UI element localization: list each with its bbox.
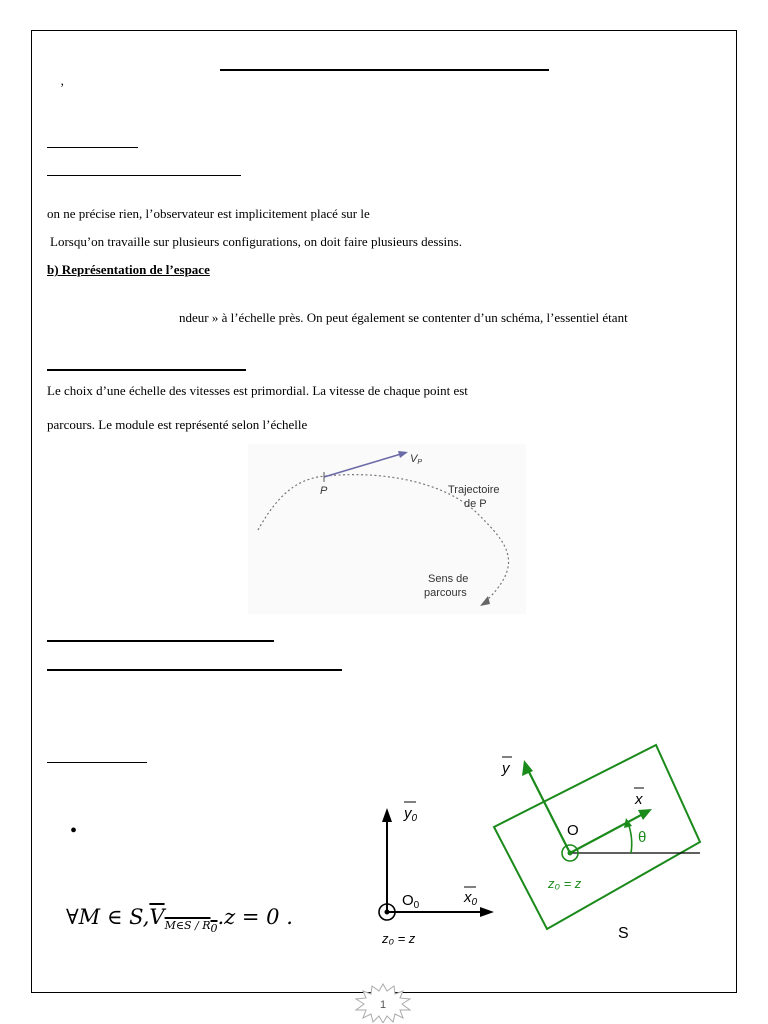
paragraph-line-3: ndeur » à l’échelle près. On peut également se contenter d’un schéma, l’essentiel étant — [179, 310, 628, 325]
origin-o0-label: $O_0$ — [402, 892, 420, 911]
paragraph-line-4: Le choix d’une échelle des vitesses est primordial. La vitesse de chaque point est — [47, 383, 468, 398]
z0-equals-z-green-label: z₀ = z — [548, 876, 582, 891]
trajectory-figure — [248, 444, 526, 614]
x-axis-label: x — [635, 791, 643, 808]
origin-o-label: O — [567, 822, 579, 839]
stray-comma: ’ — [60, 80, 65, 95]
page-number: 1 — [379, 999, 387, 1011]
paragraph-line-2: Lorsqu’on travaille sur plusieurs configurations, on doit faire plusieurs dessins. — [50, 234, 462, 249]
bullet-point: • — [70, 820, 78, 842]
title-rule — [220, 69, 549, 71]
point-p-label: P — [320, 485, 328, 497]
section-rule-1 — [47, 147, 138, 148]
page-number-badge — [350, 983, 416, 1023]
section-rule-4 — [47, 640, 274, 642]
section-rule-2 — [47, 175, 241, 176]
solid-s-label: S — [618, 925, 629, 942]
theta-label: θ — [638, 829, 647, 846]
y0-axis-label: $y_0$ — [404, 805, 418, 824]
vector-vp-label: VP — [410, 453, 423, 466]
x0-axis-label: $x_0$ — [464, 889, 478, 908]
velocity-formula: ∀M ∈ S, $V_{M\in S / R_0}.z = 0$ . — [66, 905, 293, 936]
direction-label-2: parcours — [424, 587, 467, 599]
heading-representation-espace: b) Représentation de l’espace — [47, 262, 210, 277]
direction-label-1: Sens de — [428, 573, 469, 585]
frames-figure — [360, 740, 720, 950]
z0-equals-z-label: z₀ = z — [382, 931, 416, 946]
y-axis-label: y — [502, 760, 510, 777]
trajectory-label-2: de P — [464, 498, 487, 510]
section-rule-6 — [47, 762, 147, 763]
paragraph-line-1: on ne précise rien, l’observateur est implicitement placé sur le — [47, 206, 370, 221]
trajectory-label-1: Trajectoire — [448, 484, 500, 496]
section-rule-3 — [47, 369, 246, 371]
paragraph-line-5: parcours. Le module est représenté selon l’échelle — [47, 417, 308, 432]
section-rule-5 — [47, 669, 342, 671]
